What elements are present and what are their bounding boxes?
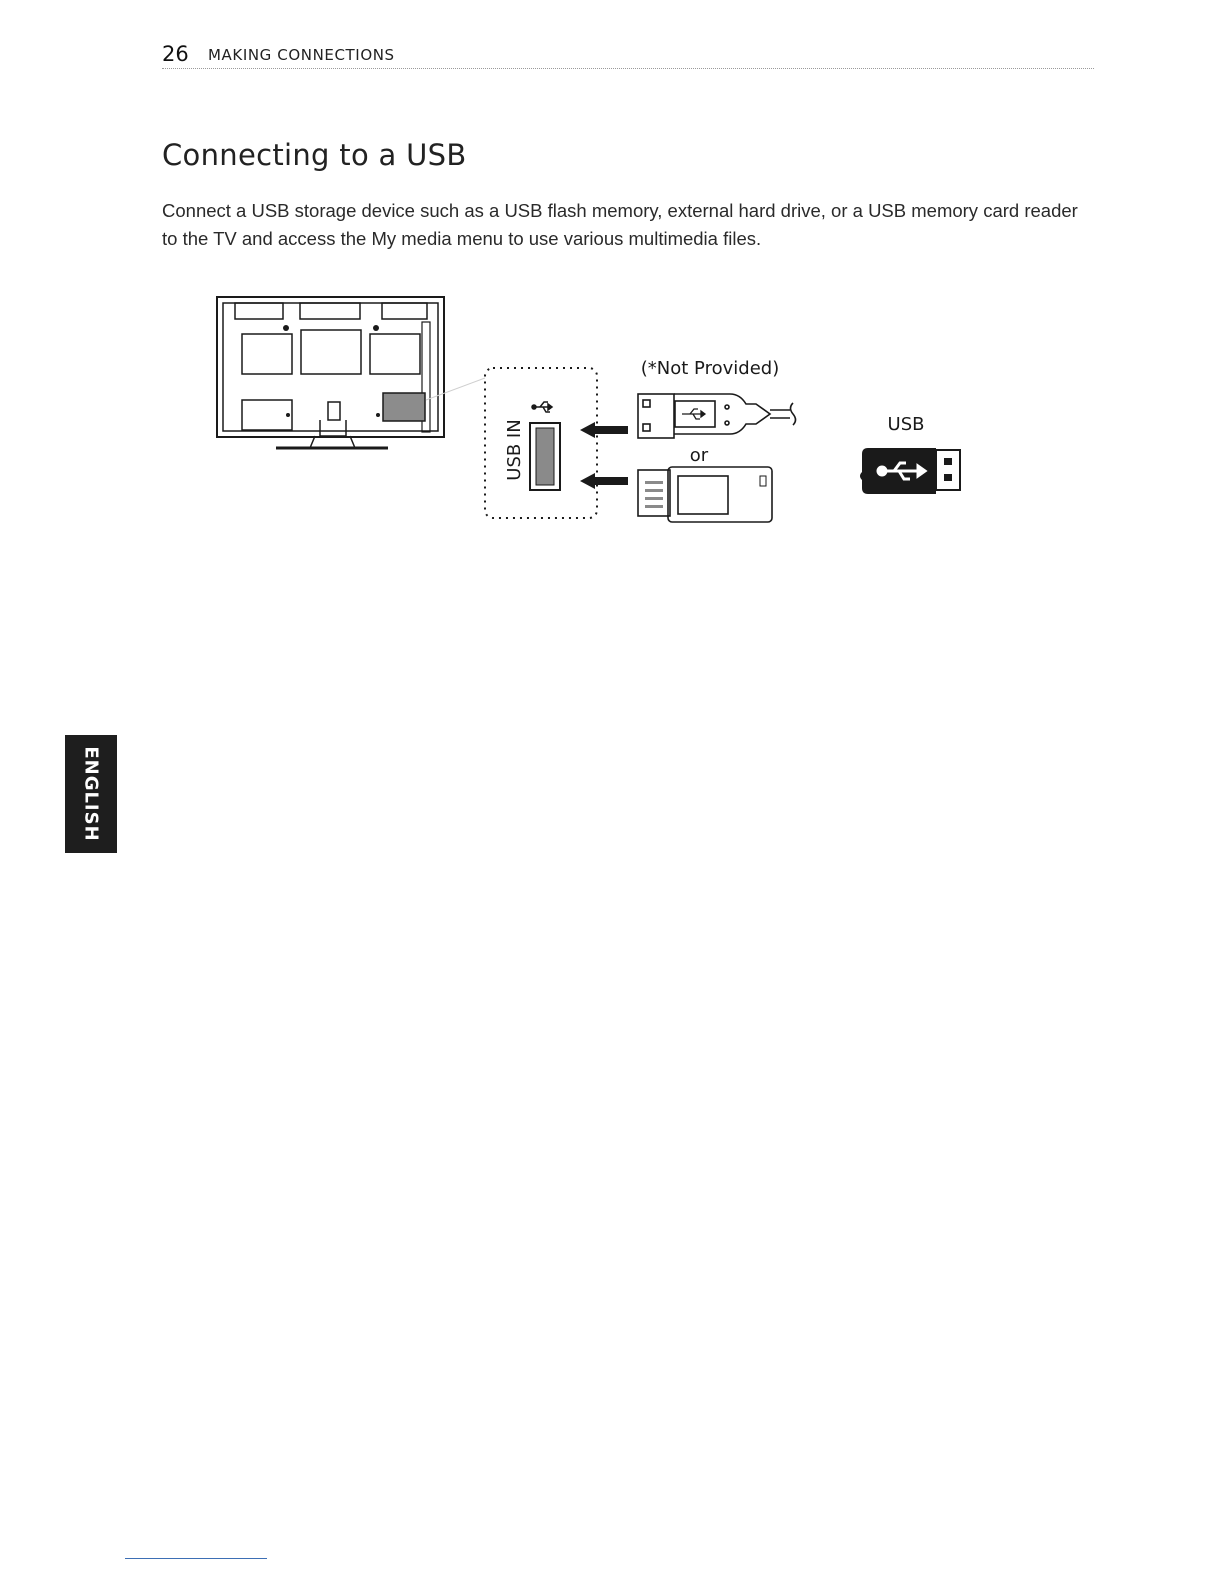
insert-arrow-icon	[580, 422, 628, 489]
or-label: or	[689, 445, 709, 466]
tv-back-panel	[217, 297, 444, 448]
language-tab-label: ENGLISH	[80, 746, 102, 842]
usb-flash-drive	[638, 467, 772, 522]
not-provided-label: (*Not Provided)	[640, 358, 780, 379]
language-tab	[65, 735, 117, 853]
footer-divider	[125, 1558, 267, 1559]
page-header	[162, 42, 1094, 69]
page-number: 26	[162, 42, 189, 66]
usb-symbol-small-icon	[682, 409, 705, 419]
section-label: MAKING CONNECTIONS	[208, 46, 395, 64]
usb-connection-diagram	[200, 290, 980, 544]
usb-cable-plug	[638, 394, 796, 438]
page-title: Connecting to a USB	[162, 138, 467, 172]
usb-device-icon	[860, 448, 960, 494]
usb-in-label: USB IN	[504, 419, 525, 481]
usb-symbol-icon	[532, 402, 552, 412]
usb-label: USB	[887, 414, 925, 435]
intro-paragraph: Connect a USB storage device such as a USB flash memory, external hard drive, or a USB memory card reader to the TV and access the My media menu to use various multimedia files.	[162, 200, 1078, 249]
